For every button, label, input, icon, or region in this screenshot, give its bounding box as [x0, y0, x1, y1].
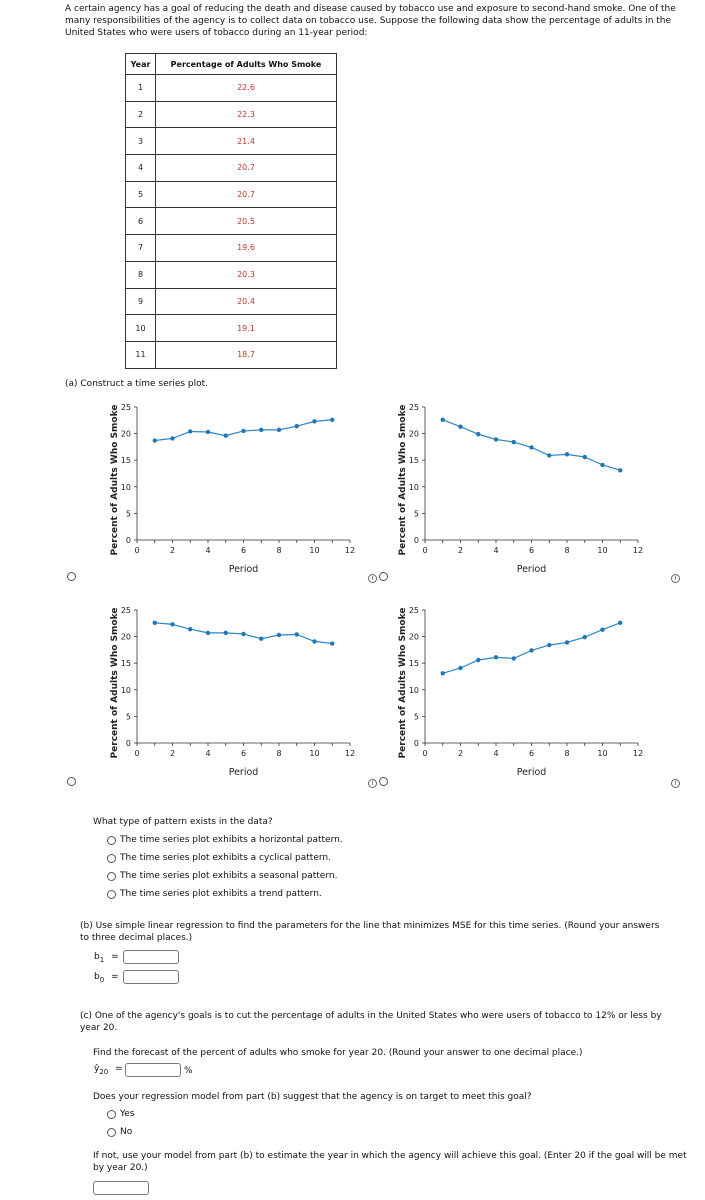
- chart-option-1: [105, 395, 365, 585]
- option-label: The time series plot exhibits a horizontal pattern.: [120, 835, 343, 845]
- y-tick-label: 10: [120, 482, 131, 492]
- option-label: Yes: [120, 1109, 135, 1119]
- info-icon[interactable]: i: [671, 574, 680, 583]
- pattern-option-trend[interactable]: [107, 889, 322, 899]
- data-point: [512, 440, 516, 444]
- year-header: Year: [126, 54, 156, 75]
- data-point: [277, 633, 281, 637]
- percent-header: Percentage of Adults Who Smoke: [156, 54, 337, 75]
- yhat-label: $ŷ_{20}$ =: [94, 1064, 123, 1076]
- data-point: [170, 622, 174, 626]
- percent-cell: 22.6: [156, 75, 337, 102]
- x-tick-label: 10: [597, 749, 608, 758]
- table-row: [126, 288, 337, 315]
- x-axis-label: Period: [228, 564, 259, 575]
- radio-icon[interactable]: [107, 872, 116, 881]
- y-tick-label: 5: [125, 509, 131, 519]
- y-tick-label: 0: [125, 739, 131, 748]
- data-point: [277, 428, 281, 432]
- y-tick-label: 0: [125, 536, 131, 545]
- percent-unit: %: [184, 1066, 193, 1076]
- percent-cell: 18.7: [156, 341, 337, 368]
- x-tick-label: 4: [205, 749, 211, 758]
- year-cell: 3: [126, 128, 156, 155]
- b0-label: $b_0$ =: [94, 972, 119, 984]
- radio-icon[interactable]: [107, 836, 116, 845]
- data-point: [224, 434, 228, 438]
- data-point: [312, 419, 316, 423]
- chart-option-1-radio[interactable]: [67, 572, 76, 581]
- target-option-no[interactable]: [107, 1127, 132, 1137]
- table-row: [126, 101, 337, 128]
- data-point: [153, 438, 157, 442]
- y-tick-label: 15: [120, 659, 131, 669]
- percent-cell: 20.7: [156, 181, 337, 208]
- data-table: [125, 53, 337, 369]
- y-tick-label: 10: [408, 685, 419, 695]
- x-tick-label: 4: [493, 749, 499, 758]
- year-cell: 2: [126, 101, 156, 128]
- info-icon[interactable]: i: [368, 779, 377, 788]
- x-axis-label: Period: [516, 564, 547, 575]
- year-cell: 1: [126, 75, 156, 102]
- option-label: The time series plot exhibits a cyclical pattern.: [120, 853, 331, 863]
- year-cell: 5: [126, 181, 156, 208]
- y-tick-label: 25: [408, 606, 419, 615]
- data-point: [312, 639, 316, 643]
- data-point: [600, 463, 604, 467]
- table-row: [126, 155, 337, 182]
- b1-input[interactable]: [123, 950, 179, 964]
- x-tick-label: 12: [632, 749, 644, 758]
- data-point: [295, 632, 299, 636]
- x-tick-label: 8: [276, 749, 282, 758]
- year-cell: 4: [126, 155, 156, 182]
- year-cell: 7: [126, 235, 156, 262]
- percent-cell: 21.4: [156, 128, 337, 155]
- radio-icon[interactable]: [107, 854, 116, 863]
- percent-cell: 19.6: [156, 235, 337, 262]
- forecast-prompt: Find the forecast of the percent of adults who smoke for year 20. (Round your answer to one decimal place.): [93, 1048, 583, 1058]
- data-point: [512, 656, 516, 660]
- x-tick-label: 2: [457, 749, 464, 758]
- data-point: [259, 637, 263, 641]
- x-axis-label: Period: [516, 767, 547, 778]
- x-tick-label: 4: [493, 546, 499, 555]
- x-tick-label: 4: [205, 546, 211, 555]
- radio-icon[interactable]: [107, 1128, 116, 1137]
- x-tick-label: 12: [344, 749, 356, 758]
- x-tick-label: 0: [422, 749, 428, 758]
- chart-option-2-radio[interactable]: [379, 572, 388, 581]
- data-point: [441, 671, 445, 675]
- data-point: [188, 429, 192, 433]
- forecast-input[interactable]: [125, 1063, 181, 1077]
- goal-year-input[interactable]: [93, 1181, 149, 1195]
- x-tick-label: 12: [344, 546, 356, 555]
- data-point: [224, 631, 228, 635]
- data-point: [441, 418, 445, 422]
- series-line: [443, 420, 621, 471]
- x-tick-label: 6: [240, 546, 247, 555]
- data-point: [494, 655, 498, 659]
- y-tick-label: 20: [408, 429, 419, 439]
- x-tick-label: 8: [564, 749, 570, 758]
- data-point: [565, 640, 569, 644]
- y-tick-label: 0: [413, 739, 419, 748]
- y-tick-label: 5: [125, 712, 131, 722]
- x-tick-label: 10: [597, 546, 608, 555]
- y-tick-label: 25: [120, 403, 131, 412]
- data-point: [458, 666, 462, 670]
- table-row: [126, 235, 337, 262]
- y-axis-label: Percent of Adults Who Smoke: [110, 607, 120, 759]
- data-point: [476, 658, 480, 662]
- x-tick-label: 2: [457, 546, 464, 555]
- data-point: [565, 452, 569, 456]
- chart-option-4-radio[interactable]: [379, 777, 388, 786]
- table-row: [126, 341, 337, 368]
- data-point: [153, 621, 157, 625]
- x-tick-label: 0: [422, 546, 428, 555]
- x-tick-label: 0: [134, 546, 140, 555]
- data-point: [529, 648, 533, 652]
- year-cell: 10: [126, 315, 156, 342]
- data-point: [241, 632, 245, 636]
- percent-cell: 22.3: [156, 101, 337, 128]
- data-point: [458, 424, 462, 428]
- part-a-prompt: (a) Construct a time series plot.: [65, 379, 209, 389]
- data-point: [241, 429, 245, 433]
- percent-cell: 20.3: [156, 261, 337, 288]
- part-b-prompt: (b) Use simple linear regression to find the parameters for the line that minimizes MSE for this time series. (Round your answers to three decimal places.): [80, 921, 660, 943]
- year-cell: 6: [126, 208, 156, 235]
- y-tick-label: 10: [408, 482, 419, 492]
- data-point: [259, 428, 263, 432]
- percent-cell: 20.5: [156, 208, 337, 235]
- data-point: [618, 621, 622, 625]
- y-tick-label: 25: [408, 403, 419, 412]
- b0-input[interactable]: [123, 970, 179, 984]
- data-point: [295, 424, 299, 428]
- option-label: The time series plot exhibits a seasonal pattern.: [120, 871, 338, 881]
- year-prompt: If not, use your model from part (b) to estimate the year in which the agency will achieve this goal. (Enter 20 if the goal will be met by year 20.): [93, 1151, 687, 1173]
- percent-cell: 20.7: [156, 155, 337, 182]
- info-icon[interactable]: i: [671, 779, 680, 788]
- year-cell: 8: [126, 261, 156, 288]
- pattern-option-cyclical[interactable]: [107, 853, 331, 863]
- y-tick-label: 15: [408, 659, 419, 669]
- x-tick-label: 12: [632, 546, 644, 555]
- data-point: [618, 468, 622, 472]
- data-point: [583, 455, 587, 459]
- x-tick-label: 6: [528, 749, 535, 758]
- year-cell: 11: [126, 341, 156, 368]
- data-point: [547, 643, 551, 647]
- x-tick-label: 0: [134, 749, 140, 758]
- pattern-question: What type of pattern exists in the data?: [93, 817, 273, 827]
- x-tick-label: 8: [564, 546, 570, 555]
- problem-intro: A certain agency has a goal of reducing the death and disease caused by tobacco use and exposure to second-hand smoke. One of the many responsibilities of the agency is to collect data on tobacco use. Suppose the following data show the percentage of adults in the United States who were users of tobacco during an 11-year period:: [65, 4, 676, 38]
- part-c-prompt: (c) One of the agency's goals is to cut the percentage of adults in the United States who were users of tobacco to 12% or less by year 20.: [80, 1011, 662, 1033]
- data-point: [600, 627, 604, 631]
- x-axis-label: Period: [228, 767, 259, 778]
- option-label: The time series plot exhibits a trend pattern.: [120, 889, 322, 899]
- data-point: [330, 641, 334, 645]
- table-row: [126, 261, 337, 288]
- y-tick-label: 5: [413, 712, 419, 722]
- x-tick-label: 6: [240, 749, 247, 758]
- chart-option-4: [393, 598, 653, 788]
- y-tick-label: 0: [413, 536, 419, 545]
- y-tick-label: 20: [408, 632, 419, 642]
- y-axis-label: Percent of Adults Who Smoke: [398, 404, 408, 556]
- pattern-option-seasonal[interactable]: [107, 871, 337, 881]
- x-tick-label: 8: [276, 546, 282, 555]
- y-tick-label: 25: [120, 606, 131, 615]
- data-point: [188, 627, 192, 631]
- x-tick-label: 2: [169, 546, 176, 555]
- table-row: [126, 315, 337, 342]
- percent-cell: 20.4: [156, 288, 337, 315]
- radio-icon[interactable]: [107, 890, 116, 899]
- y-tick-label: 20: [120, 429, 131, 439]
- x-tick-label: 2: [169, 749, 176, 758]
- percent-cell: 19.1: [156, 315, 337, 342]
- info-icon[interactable]: i: [368, 574, 377, 583]
- x-tick-label: 10: [309, 749, 320, 758]
- x-tick-label: 10: [309, 546, 320, 555]
- pattern-option-horizontal[interactable]: [107, 835, 343, 845]
- y-axis-label: Percent of Adults Who Smoke: [398, 607, 408, 759]
- y-tick-label: 5: [413, 509, 419, 519]
- x-tick-label: 6: [528, 546, 535, 555]
- y-axis-label: Percent of Adults Who Smoke: [110, 404, 120, 556]
- y-tick-label: 15: [120, 456, 131, 466]
- y-tick-label: 15: [408, 456, 419, 466]
- data-point: [583, 635, 587, 639]
- b1-label: $b_1$ =: [94, 952, 119, 964]
- y-tick-label: 20: [120, 632, 131, 642]
- table-row: [126, 208, 337, 235]
- table-row: [126, 75, 337, 102]
- y-tick-label: 10: [120, 685, 131, 695]
- chart-option-2: [393, 395, 653, 585]
- series-line: [443, 623, 621, 674]
- target-question: Does your regression model from part (b) suggest that the agency is on target to meet this goal?: [93, 1092, 532, 1102]
- data-point: [206, 631, 210, 635]
- chart-option-3-radio[interactable]: [67, 777, 76, 786]
- data-point: [494, 437, 498, 441]
- year-cell: 9: [126, 288, 156, 315]
- data-point: [547, 453, 551, 457]
- table-row: [126, 181, 337, 208]
- target-option-yes[interactable]: [107, 1109, 135, 1119]
- data-point: [529, 445, 533, 449]
- data-point: [206, 430, 210, 434]
- data-point: [330, 418, 334, 422]
- data-point: [170, 436, 174, 440]
- option-label: No: [120, 1127, 133, 1137]
- chart-option-3: [105, 598, 365, 788]
- table-row: [126, 128, 337, 155]
- radio-icon[interactable]: [107, 1110, 116, 1119]
- data-point: [476, 432, 480, 436]
